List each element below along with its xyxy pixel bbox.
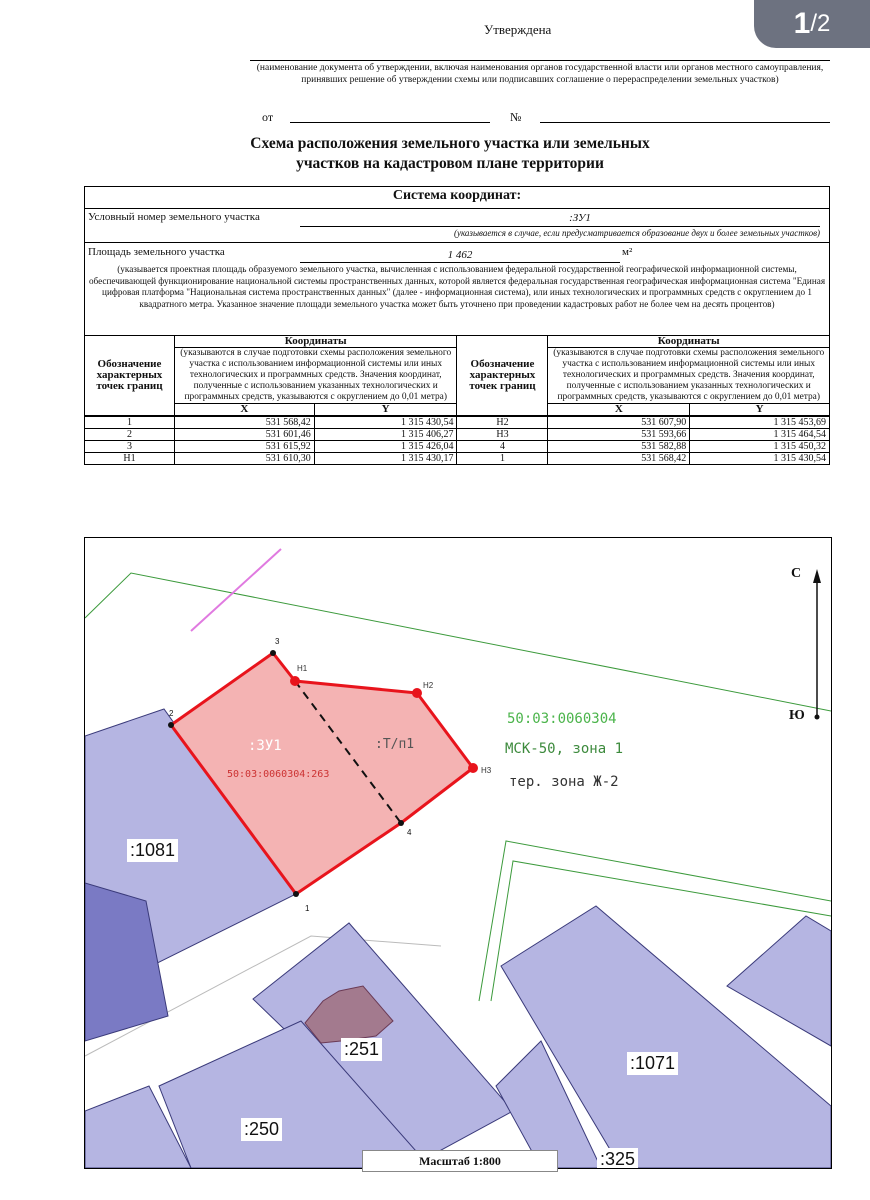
point-id: 3 bbox=[85, 441, 175, 453]
point-label-h1: Н1 bbox=[297, 664, 308, 673]
neighbor-label-251: :251 bbox=[341, 1038, 382, 1061]
x-value: 531 610,30 bbox=[174, 453, 314, 465]
area-value: 1 462 bbox=[447, 249, 473, 261]
point-label-4: 4 bbox=[407, 828, 412, 837]
green-boundary-line bbox=[85, 573, 831, 711]
quarter-number: 50:03:0060304 bbox=[507, 711, 617, 727]
vertex-3 bbox=[270, 650, 276, 656]
table-row bbox=[85, 429, 830, 441]
page-total: 2 bbox=[817, 10, 831, 37]
x-value: 531 568,42 bbox=[174, 417, 314, 429]
number-label: № bbox=[510, 110, 522, 124]
point-label-3: 3 bbox=[275, 637, 280, 646]
point-id: 4 bbox=[457, 441, 548, 453]
point-id: 1 bbox=[85, 417, 175, 429]
x-value: 531 593,66 bbox=[548, 429, 690, 441]
crs-label: МСК-50, зона 1 bbox=[505, 741, 624, 757]
point-id: 2 bbox=[85, 429, 175, 441]
x-value: 531 582,88 bbox=[548, 441, 690, 453]
vertex-h3 bbox=[468, 763, 478, 773]
y-value: 1 315 450,32 bbox=[690, 441, 830, 453]
title-line-1: Схема расположения земельного участка или земельных bbox=[250, 135, 650, 152]
table-row bbox=[85, 441, 830, 453]
parcel-cadastral-number: 50:03:0060304:263 bbox=[227, 769, 330, 780]
area-unit: м² bbox=[622, 246, 633, 258]
north-arrow-head bbox=[813, 569, 821, 583]
point-id: Н3 bbox=[457, 429, 548, 441]
north-arrow-base bbox=[815, 715, 820, 720]
map-svg bbox=[85, 538, 831, 1168]
area-line bbox=[300, 262, 620, 263]
pink-boundary-line bbox=[191, 549, 281, 631]
vertex-1 bbox=[293, 891, 299, 897]
coordinates-table bbox=[84, 335, 830, 465]
point-label-2: 2 bbox=[169, 709, 174, 718]
parcel-number-note: (указывается в случае, если предусматривается образование двух и более земельных участков) bbox=[453, 228, 820, 238]
scale-label: Масштаб 1:800 bbox=[362, 1150, 558, 1172]
point-id: 1 bbox=[457, 453, 548, 465]
point-id: Н1 bbox=[85, 453, 175, 465]
vertex-4 bbox=[398, 820, 404, 826]
y-value: 1 315 453,69 bbox=[690, 417, 830, 429]
point-label-h2: Н2 bbox=[423, 681, 434, 690]
south-label: Ю bbox=[789, 708, 805, 723]
from-label: от bbox=[262, 110, 274, 124]
divider bbox=[84, 208, 830, 209]
point-label-h3: Н3 bbox=[481, 766, 492, 775]
neighbor-label-1071: :1071 bbox=[627, 1052, 678, 1075]
neighbor-label-1081: :1081 bbox=[127, 839, 178, 862]
table-row bbox=[85, 417, 830, 429]
point-header: Обозначение характерных точек границ bbox=[457, 336, 548, 416]
parcel-number-line bbox=[300, 226, 820, 227]
coords-header: Координаты bbox=[548, 336, 830, 348]
divider bbox=[84, 242, 830, 243]
vertex-h2 bbox=[412, 688, 422, 698]
title-line-2: участков на кадастровом плане территории bbox=[296, 155, 604, 172]
point-label-1: 1 bbox=[305, 904, 310, 913]
x-value: 531 568,42 bbox=[548, 453, 690, 465]
page-current: 1 bbox=[793, 7, 811, 40]
parcel-number-label: Условный номер земельного участка bbox=[88, 211, 260, 223]
y-value: 1 315 430,54 bbox=[314, 417, 457, 429]
x-header: X bbox=[174, 404, 314, 416]
approved-label: Утверждена bbox=[484, 22, 552, 37]
coord-system-label: Система координат: bbox=[392, 188, 522, 203]
x-value: 531 615,92 bbox=[174, 441, 314, 453]
x-value: 531 601,46 bbox=[174, 429, 314, 441]
page-separator: / bbox=[810, 10, 817, 37]
area-note: (указывается проектная площадь образуемого земельного участка, вычисленная с использованием федеральной государственной географической информационной системы, обеспечивающей функционирование национальной системы пространственных данных, которой является федеральная государственная географическая информационная система "Единая цифровая платформа "Национальная система пространственных данных" (далее - информационная система), или иных технологических и программных средств с округлением до 1 квадратного метра. Указанное значение площади земельного участка может быть уточнено при проведении кадастровых работ не более чем на десять процентов) bbox=[88, 264, 826, 309]
x-value: 531 607,90 bbox=[548, 417, 690, 429]
area-label: Площадь земельного участка bbox=[88, 246, 225, 258]
x-header: X bbox=[548, 404, 690, 416]
y-header: Y bbox=[314, 404, 457, 416]
point-header: Обозначение характерных точек границ bbox=[85, 336, 175, 416]
neighbor-parcel-right bbox=[727, 916, 831, 1046]
cadastral-map bbox=[84, 537, 832, 1169]
y-value: 1 315 430,17 bbox=[314, 453, 457, 465]
point-id: Н2 bbox=[457, 417, 548, 429]
page-indicator bbox=[754, 0, 870, 48]
y-value: 1 315 464,54 bbox=[690, 429, 830, 441]
neighbor-label-250: :250 bbox=[241, 1118, 282, 1141]
approval-note: (наименование документа об утверждении, включая наименования органов государственной власти или органов местного самоуправления, принявших решение об утверждении схемы или подписавших соглашение о перераспределении земельных участков) bbox=[256, 63, 824, 85]
parcel-label: :ЗУ1 bbox=[248, 738, 282, 754]
y-value: 1 315 426,04 bbox=[314, 441, 457, 453]
document-title bbox=[150, 134, 750, 174]
vertex-h1 bbox=[290, 676, 300, 686]
date-line bbox=[290, 122, 490, 123]
north-label: С bbox=[791, 566, 802, 581]
coords-note: (указываются в случае подготовки схемы расположения земельного участка с использованием информационной системы или иных технологических и программных средств. Значения координат, полученные с использованием указанных технологических и программных средств, указываются с округлением до 0,01 метра) bbox=[548, 348, 830, 404]
table-row bbox=[85, 453, 830, 465]
number-line bbox=[540, 122, 830, 123]
y-header: Y bbox=[690, 404, 830, 416]
coords-note: (указываются в случае подготовки схемы расположения земельного участка с использованием информационной системы или иных технологических и программных средств. Значения координат, полученные с использованием указанных технологических и программных средств, указываются с округлением до 0,01 метра) bbox=[174, 348, 457, 404]
path-label: :Т/п1 bbox=[375, 737, 415, 752]
coords-header: Координаты bbox=[174, 336, 457, 348]
vertex-2 bbox=[168, 722, 174, 728]
neighbor-label-325: :325 bbox=[597, 1148, 638, 1169]
parcel-number-value: :ЗУ1 bbox=[569, 212, 591, 224]
y-value: 1 315 430,54 bbox=[690, 453, 830, 465]
zone-label: тер. зона Ж-2 bbox=[509, 774, 619, 790]
y-value: 1 315 406,27 bbox=[314, 429, 457, 441]
approval-line bbox=[250, 60, 830, 61]
